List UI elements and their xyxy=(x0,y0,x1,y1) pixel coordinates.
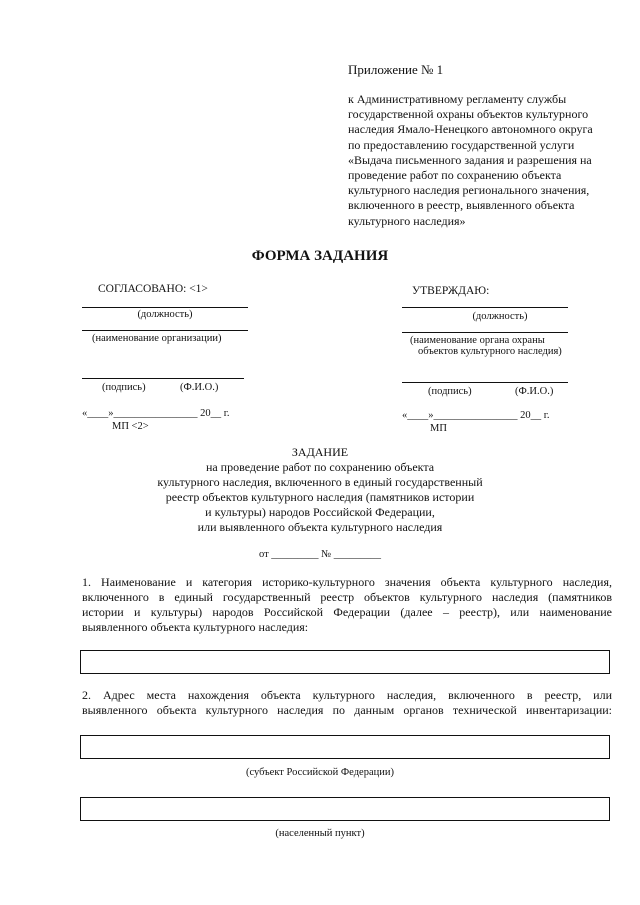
agreed-fio-caption: (Ф.И.О.) xyxy=(180,382,219,393)
subject-field[interactable] xyxy=(80,735,610,759)
task-line: реестр объектов культурного наследия (памятников истории xyxy=(165,490,475,504)
section1-text xyxy=(82,575,612,635)
section2-line: выявленного объекта культурного наследия по данным органов технической инвентаризации: xyxy=(82,703,612,717)
task-line: и культуры) народов Российской Федерации, xyxy=(205,505,435,519)
approve-position-line[interactable] xyxy=(402,307,568,308)
form-title: ФОРМА ЗАДАНИЯ xyxy=(251,248,389,264)
appendix-line: культурного наследия регионального значения, xyxy=(348,183,590,198)
agreed-heading: СОГЛАСОВАНО: <1> xyxy=(98,283,208,295)
task-heading xyxy=(0,445,640,535)
approve-fio-caption: (Ф.И.О.) xyxy=(515,386,554,397)
appendix-line: к Административному регламенту службы xyxy=(348,92,567,106)
approve-organ-line[interactable] xyxy=(402,332,568,333)
section1-line: выявленного объекта культурного наследия: xyxy=(82,620,309,634)
approve-date-line[interactable]: «____»________________ 20__ г. xyxy=(402,410,550,421)
section1-line: включенного в единый государственный реестр объектов культурного наследия (памятников xyxy=(82,590,612,604)
agreed-date-line[interactable]: «____»________________ 20__ г. xyxy=(82,408,230,419)
approve-stamp: МП xyxy=(430,423,447,434)
agreed-position-line[interactable] xyxy=(82,307,248,308)
approve-heading: УТВЕРЖДАЮ: xyxy=(412,285,490,297)
subject-caption: (субъект Российской Федерации) xyxy=(246,767,394,778)
task-line: на проведение работ по сохранению объекта xyxy=(205,460,435,474)
appendix-line: «Выдача письменного задания и разрешения на xyxy=(348,152,592,167)
agreed-organization-line[interactable] xyxy=(82,330,248,331)
agreed-organization-caption: (наименование организации) xyxy=(92,333,222,344)
appendix-line: по предоставлению государственной услуги xyxy=(348,137,575,152)
agreed-signature-caption: (подпись) xyxy=(102,382,146,393)
approve-position-caption: (должность) xyxy=(472,311,528,322)
approve-organ-caption: (наименование органа охраны xyxy=(410,335,545,346)
section2-line: 2. Адрес места нахождения объекта культурного наследия, включенного в реестр, или xyxy=(82,688,612,702)
task-title: ЗАДАНИЕ xyxy=(291,445,349,459)
appendix-line: наследия Ямало-Ненецкого автономного округа xyxy=(348,122,593,137)
agreed-stamp: МП <2> xyxy=(112,421,149,432)
section1-line: 1. Наименование и категория историко-культурного значения объекта культурного наследия, xyxy=(82,575,612,589)
appendix-line: государственной охраны объектов культурного xyxy=(348,107,589,122)
appendix-line: культурного наследия» xyxy=(348,213,466,228)
appendix-line: проведение работ по сохранению объекта xyxy=(348,168,562,183)
task-number-line[interactable]: от _________ № _________ xyxy=(258,549,382,560)
approve-signature-line[interactable] xyxy=(402,382,568,383)
section1-line: истории и культуры) народов Российской Федерации (далее – реестр), или наименование xyxy=(82,605,612,619)
task-line: или выявленного объекта культурного наследия xyxy=(197,520,443,534)
object-name-field[interactable] xyxy=(80,650,610,674)
agreed-position-caption: (должность) xyxy=(137,309,193,320)
settlement-field[interactable] xyxy=(80,797,610,821)
task-line: культурного наследия, включенного в единый государственный xyxy=(157,475,483,489)
appendix-text xyxy=(348,92,618,229)
approve-signature-caption: (подпись) xyxy=(428,386,472,397)
settlement-caption: (населенный пункт) xyxy=(275,828,365,839)
agreed-signature-line[interactable] xyxy=(82,378,244,379)
approve-organ-caption: объектов культурного наследия) xyxy=(418,346,562,357)
appendix-title: Приложение № 1 xyxy=(348,62,444,77)
appendix-line: включенного в реестр, выявленного объекта xyxy=(348,198,575,213)
section2-text xyxy=(82,688,612,718)
